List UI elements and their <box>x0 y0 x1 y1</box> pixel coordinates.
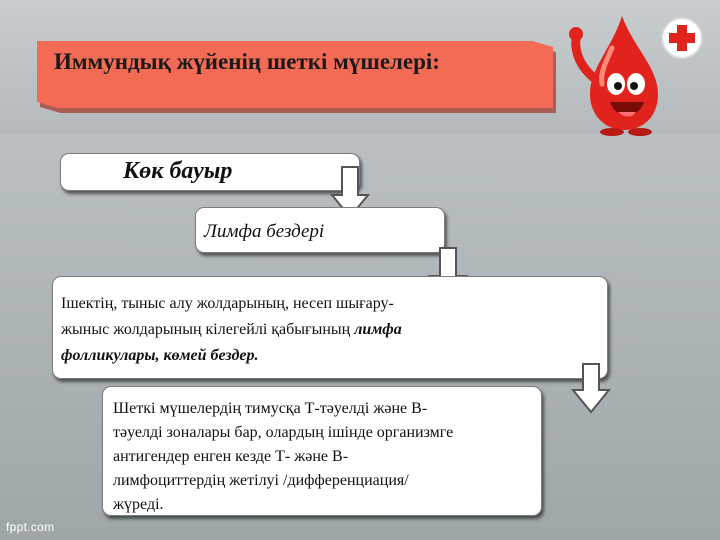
lymph-nodes-label: Лимфа бездері <box>204 221 325 242</box>
description-line-2: тәуелді зоналары бар, олардың ішінде организмге <box>113 424 454 441</box>
down-arrow-icon <box>571 362 611 414</box>
spleen-label: Көк бауыр <box>123 158 233 184</box>
red-cross-icon <box>662 18 702 58</box>
slide-title: Иммундық жүйенің шеткі мүшелері: <box>54 49 440 74</box>
mucosal-text-emphasis: лимфа <box>354 321 402 338</box>
spleen-box <box>60 153 360 191</box>
mucosal-text-line-1: Ішектің, тыныс алу жолдарының, несеп шығару- <box>61 295 394 312</box>
mucosal-text-line-2: жыныс жолдарының кілегейлі қабығының <box>61 321 355 338</box>
description-line-5: жүреді. <box>113 496 164 513</box>
mucosal-text-line-3: фолликулары, көмей бездер. <box>61 347 259 364</box>
description-line-4: лимфоциттердің жетілуі /дифференциация/ <box>113 472 409 489</box>
description-line-3: антигендер енген кезде Т- және В- <box>113 448 349 465</box>
mucosal-lymphoid-box <box>52 276 608 379</box>
watermark: fppt.com <box>6 520 55 534</box>
blood-drop-mascot-icon <box>560 8 710 136</box>
lymph-nodes-box <box>195 207 445 253</box>
description-line-1: Шеткі мүшелердің тимусқа Т-тәуелді және В- <box>113 400 428 417</box>
peripheral-organs-description-box <box>102 386 542 516</box>
